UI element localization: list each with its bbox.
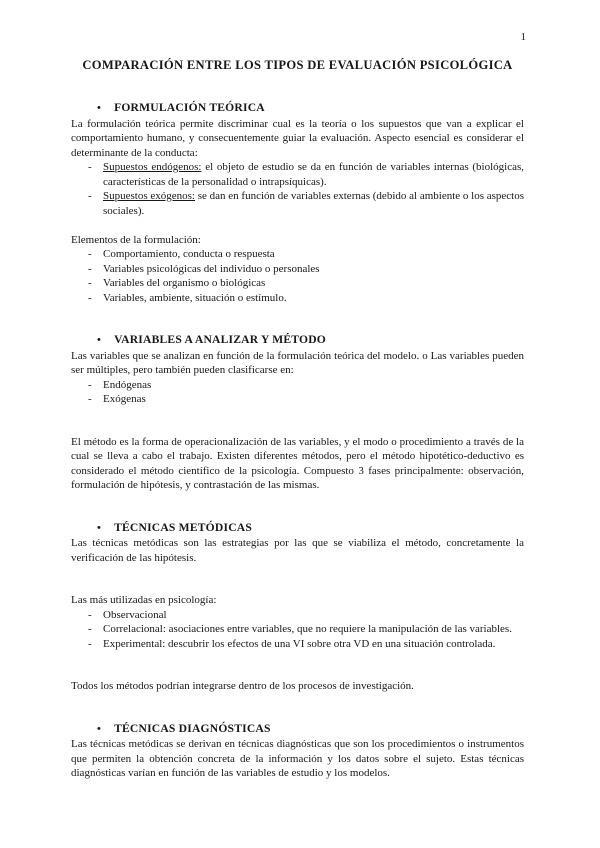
list-item (71, 276, 524, 291)
bullet-icon: • (97, 521, 102, 534)
list-item (71, 637, 524, 652)
list-item (71, 622, 524, 637)
section-heading (97, 521, 524, 536)
section-heading (97, 333, 524, 348)
underlined-term: Supuestos endógenos: (103, 161, 202, 173)
dash-icon: - (88, 277, 92, 289)
dash-icon: - (88, 393, 92, 405)
dash-icon: - (88, 608, 92, 621)
dash-icon: - (88, 161, 92, 173)
paragraph: Las técnicas metódicas son las estrategias por las que se viabiliza el método, concretamente la verificación de las hipótesis. (71, 537, 524, 564)
list-item-text: Experimental: descubrir los efectos de una VI sobre otra VD en una situación controlada. (103, 637, 496, 650)
list-item-text: se dan en función de variables externas (debido al ambiente o los aspectos sociales). (103, 190, 524, 217)
bullet-icon: • (97, 722, 102, 735)
section-heading-text: TÉCNICAS METÓDICAS (114, 520, 252, 534)
dash-icon: - (88, 623, 92, 635)
document-title: COMPARACIÓN ENTRE LOS TIPOS DE EVALUACIÓN PSICOLÓGICA (82, 58, 513, 72)
page-number: 1 (520, 31, 526, 43)
list-item (71, 262, 524, 277)
list-item-text: Correlacional: asociaciones entre variables, que no requiere la manipulación de las variables. (103, 623, 512, 635)
paragraph: La formulación teórica permite discriminar cual es la teoría o los supuestos que van a explicar el comportamiento humano, y consecuentemente guiar la evaluación. Aspecto esencial es considerar el determinante de la conducta: (71, 117, 524, 159)
section-formulacion-teorica (71, 101, 524, 305)
list-item-supuestos-endogenos (71, 160, 524, 189)
section-heading (97, 722, 524, 737)
list-item-text: Exógenas (103, 393, 146, 405)
list-item-text: Variables del organismo o biológicas (103, 277, 266, 289)
list-item-text: Comportamiento, conducta o respuesta (103, 248, 275, 260)
list-item (71, 291, 524, 306)
section-heading (97, 101, 524, 116)
underlined-term: Supuestos exógenos: (103, 190, 195, 202)
paragraph: Las variables que se analizan en función de la formulación teórica del modelo. o Las variables pueden ser múltiples, pero también pueden clasificarse en: (71, 349, 524, 376)
list-item-text: Variables, ambiente, situación o estímulo. (103, 291, 287, 304)
bullet-icon: • (97, 102, 102, 114)
list-item-text: Variables psicológicas del individuo o personales (103, 262, 320, 275)
section-heading-text: FORMULACIÓN TEÓRICA (114, 101, 265, 114)
dash-icon: - (88, 190, 92, 202)
paragraph-usage-label: Las más utilizadas en psicología: (71, 594, 217, 606)
variable-types-list (71, 378, 524, 407)
section-heading-text: VARIABLES A ANALIZAR Y MÉTODO (114, 333, 327, 346)
section-tecnicas-metodicas (71, 521, 524, 694)
dash-icon: - (88, 637, 92, 650)
supuestos-list (71, 160, 524, 218)
bullet-icon: • (97, 334, 102, 346)
dash-icon: - (88, 262, 92, 275)
techniques-list (71, 608, 524, 652)
paragraph-method: El método es la forma de operacionalización de las variables, y el modo o procedimiento a través de la cual se lleva a cabo el trabajo. Existen diferentes métodos, pero el método hipotético-deductivo es considerado el método científico de la psicología. Compuesto 3 fases principalmente: observación, formulación de hipótesis, y contrastación de las mismas. (71, 435, 524, 491)
dash-icon: - (88, 248, 92, 260)
paragraph-elements-label: Elementos de la formulación: (71, 233, 201, 246)
section-variables-y-metodo (71, 333, 524, 493)
list-item-text: el objeto de estudio se da en función de variables internas (biológicas, características de la personalidad o intrapsíquicas). (103, 161, 524, 188)
dash-icon: - (88, 291, 92, 304)
elements-list (71, 247, 524, 305)
section-tecnicas-diagnosticas (71, 722, 524, 781)
paragraph: Las técnicas metódicas se derivan en técnicas diagnósticas que son los procedimientos o instrumentos que permiten la obtención concreta de la información y los datos sobre el sujeto. Estas técnicas diagnósticas varían en función de las variables de estudio y los modelos. (71, 738, 524, 779)
list-item-text: Observacional (103, 608, 167, 621)
list-item (71, 608, 524, 623)
list-item-supuestos-exogenos (71, 189, 524, 218)
paragraph-outro: Todos los métodos podrían integrarse dentro de los procesos de investigación. (71, 680, 414, 692)
list-item (71, 392, 524, 407)
list-item (71, 378, 524, 393)
section-heading-text: TÉCNICAS DIAGNÓSTICAS (114, 721, 271, 735)
list-item-text: Endógenas (103, 378, 152, 391)
dash-icon: - (88, 378, 92, 391)
list-item (71, 247, 524, 262)
